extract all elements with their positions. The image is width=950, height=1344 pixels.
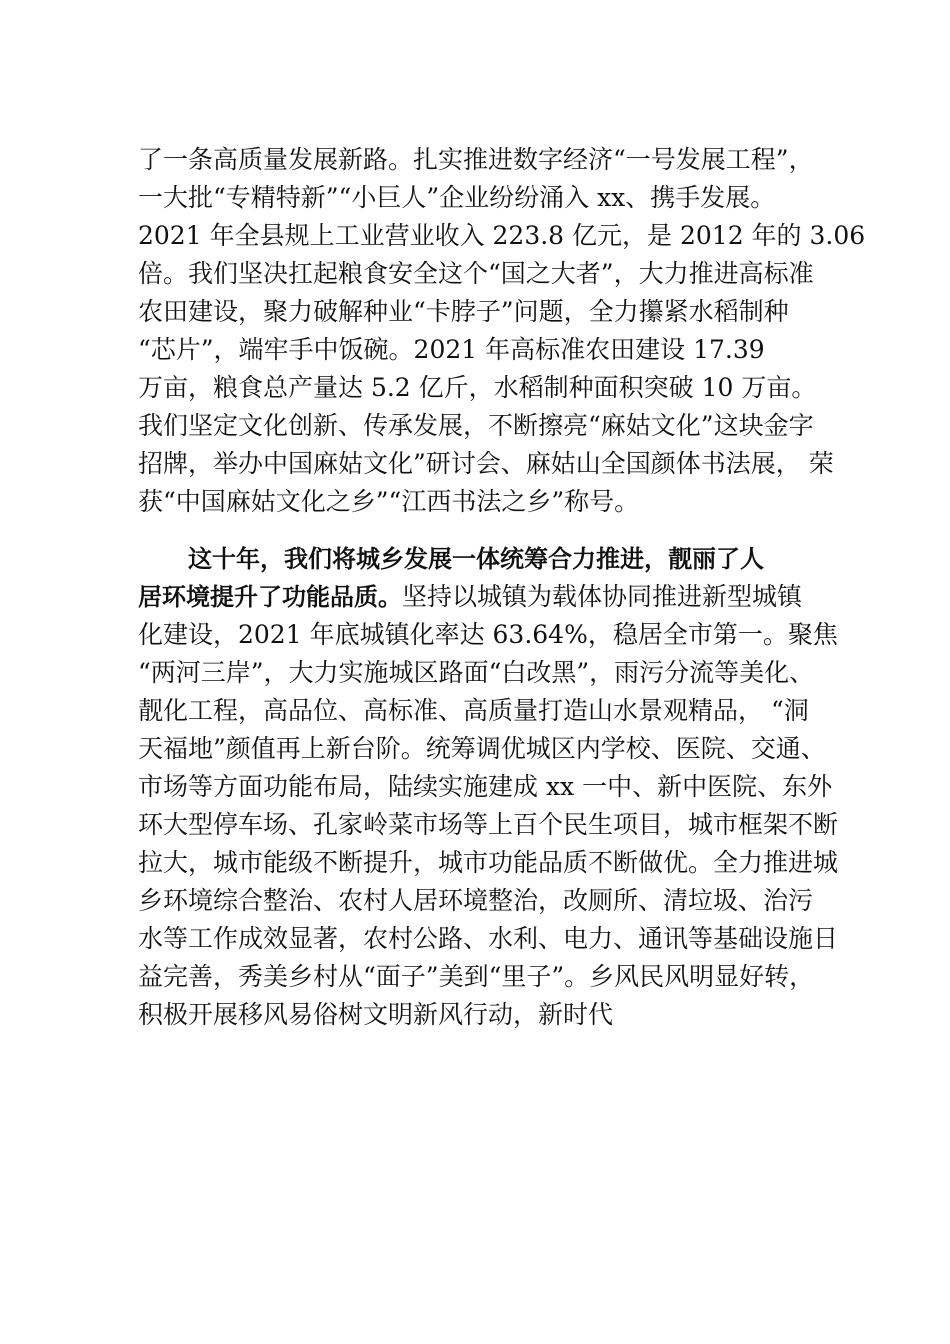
paragraph-urban-rural bbox=[138, 540, 838, 1034]
text-line: 积极开展移风易俗树文明新风行动，新时代 bbox=[138, 1000, 614, 1029]
text-line: 拉大，城市能级不断提升，城市功能品质不断做优。全力推进城 bbox=[138, 848, 839, 877]
paragraph-economy-culture bbox=[138, 141, 866, 521]
text-line: 招牌，举办中国麻姑文化”研讨会、麻姑山全国颜体书法展， 荣 bbox=[138, 449, 834, 478]
text-line: 市场等方面功能布局，陆续实施建成 xx 一中、新中医院、东外 bbox=[138, 772, 833, 801]
text-line: “两河三岸”，大力实施城区路面“白改黑”，雨污分流等美化、 bbox=[138, 658, 815, 687]
text-line: 化建设，2021 年底城镇化率达 63.64%，稳居全市第一。聚焦 bbox=[138, 620, 838, 649]
text-line: 环大型停车场、孔家岭菜市场等上百个民生项目，城市框架不断 bbox=[138, 810, 839, 839]
section-body-text: 坚持以城镇为载体协同推进新型城镇 bbox=[402, 582, 803, 611]
text-line: 水等工作成效显著，农村公路、水利、电力、通讯等基础设施日 bbox=[138, 924, 839, 953]
text-line: 靓化工程，高品位、高标准、高质量打造山水景观精品， “洞 bbox=[138, 696, 809, 725]
text-line: 农田建设，聚力破解种业“卡脖子”问题，全力攥紧水稻制种 bbox=[138, 297, 789, 326]
section-heading-bold-text: 居环境提升了功能品质。 bbox=[138, 583, 402, 611]
text-line: 天福地”颜值再上新台阶。统筹调优城区内学校、医院、交通、 bbox=[138, 734, 826, 763]
section-heading-line-2 bbox=[138, 578, 838, 616]
text-line: 我们坚定文化创新、传承发展，不断擦亮“麻姑文化”这块金字 bbox=[138, 411, 814, 440]
text-line: 2021 年全县规上工业营业收入 223.8 亿元，是 2012 年的 3.06 bbox=[138, 221, 866, 250]
text-line: 一大批“专精特新”“小巨人”企业纷纷涌入 xx、携手发展。 bbox=[138, 183, 776, 212]
section-heading-line-1: 这十年，我们将城乡发展一体统筹合力推进，靓丽了人 bbox=[188, 545, 764, 573]
text-line: 万亩，粮食总产量达 5.2 亿斤，水稻制种面积突破 10 万亩。 bbox=[138, 373, 817, 402]
text-line: 获“中国麻姑文化之乡”“江西书法之乡”称号。 bbox=[138, 487, 640, 516]
text-line: 倍。我们坚决扛起粮食安全这个“国之大者”，大力推进高标准 bbox=[138, 259, 814, 288]
text-line: 乡环境综合整治、农村人居环境整治，改厕所、清垃圾、治污 bbox=[138, 886, 814, 915]
text-line: “芯片”，端牢手中饭碗。2021 年高标准农田建设 17.39 bbox=[138, 335, 765, 364]
text-line: 益完善，秀美乡村从“面子”美到“里子”。乡风民风明显好转， bbox=[138, 962, 815, 991]
text-line: 了一条高质量发展新路。扎实推进数字经济“一号发展工程”， bbox=[138, 145, 814, 174]
